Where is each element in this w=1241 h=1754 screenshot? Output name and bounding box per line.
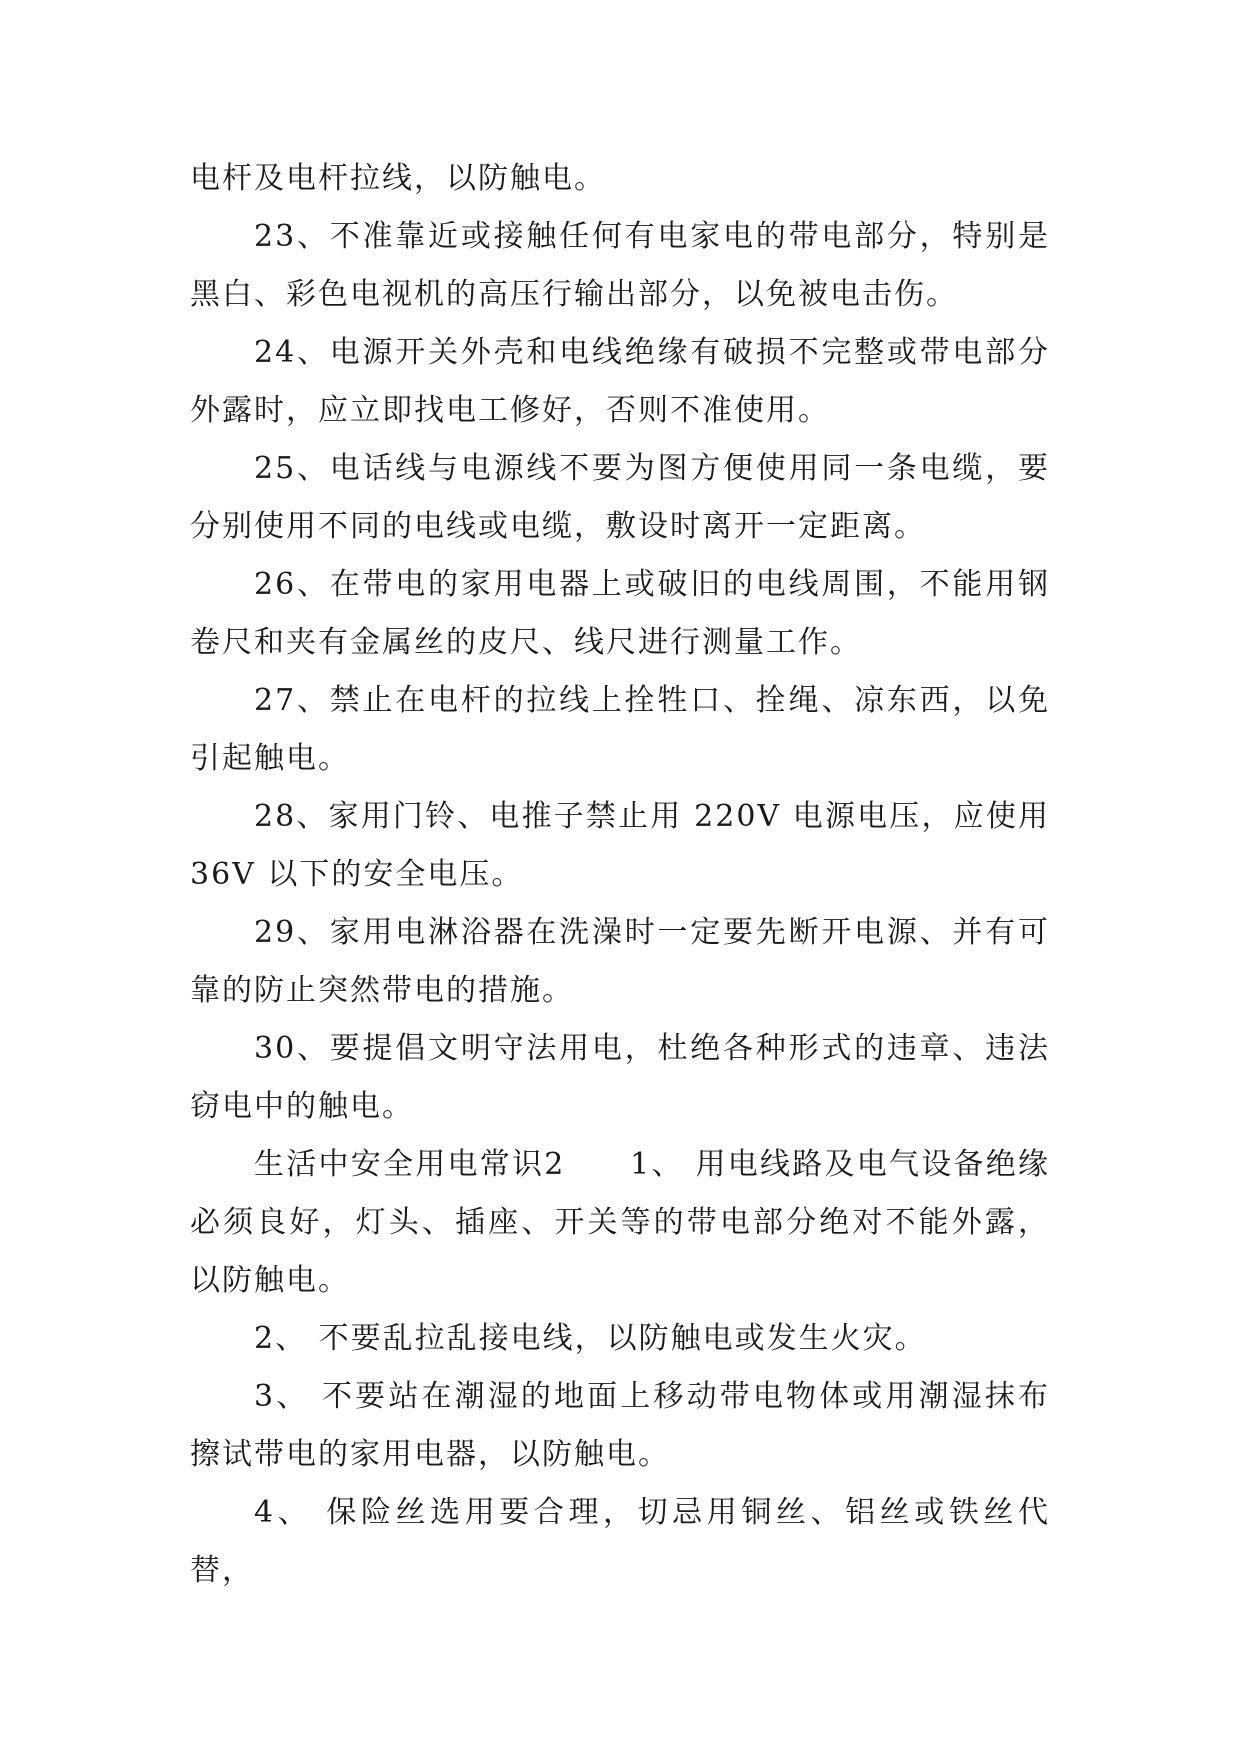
paragraph: 30、要提倡文明守法用电，杜绝各种形式的违章、违法窃电中的触电。 [190,1031,1050,1124]
paragraph: 26、在带电的家用电器上或破旧的电线周围，不能用钢卷尺和夹有金属丝的皮尺、线尺进行测量工作。 [190,567,1050,660]
paragraph: 4、 保险丝选用要合理，切忌用铜丝、铝丝或铁丝代替， [190,1495,1050,1588]
paragraph: 24、电源开关外壳和电线绝缘有破损不完整或带电部分外露时，应立即找电工修好，否则不准使用。 [190,335,1050,428]
paragraph: 生活中安全用电常识2 1、 用电线路及电气设备绝缘必须良好，灯头、插座、开关等的带电部分绝对不能外露，以防触电。 [190,1147,1050,1298]
paragraph: 电杆及电杆拉线，以防触电。 [190,161,606,196]
body-text [190,150,1062,1600]
paragraph: 2、 不要乱拉乱接电线，以防触电或发生火灾。 [254,1321,927,1356]
paragraph: 27、禁止在电杆的拉线上拴牲口、拴绳、凉东西，以免引起触电。 [190,683,1050,776]
paragraph: 29、家用电淋浴器在洗澡时一定要先断开电源、并有可靠的防止突然带电的措施。 [190,915,1050,1008]
paragraph: 3、 不要站在潮湿的地面上移动带电物体或用潮湿抹布擦试带电的家用电器，以防触电。 [190,1379,1050,1472]
paragraph: 23、不准靠近或接触任何有电家电的带电部分，特别是黑白、彩色电视机的高压行输出部分，以免被电击伤。 [190,219,1050,312]
paragraph: 25、电话线与电源线不要为图方便使用同一条电缆，要分别使用不同的电线或电缆，敷设时离开一定距离。 [190,451,1050,544]
paragraph: 28、家用门铃、电推子禁止用 220V 电源电压，应使用 36V 以下的安全电压。 [190,799,1062,892]
